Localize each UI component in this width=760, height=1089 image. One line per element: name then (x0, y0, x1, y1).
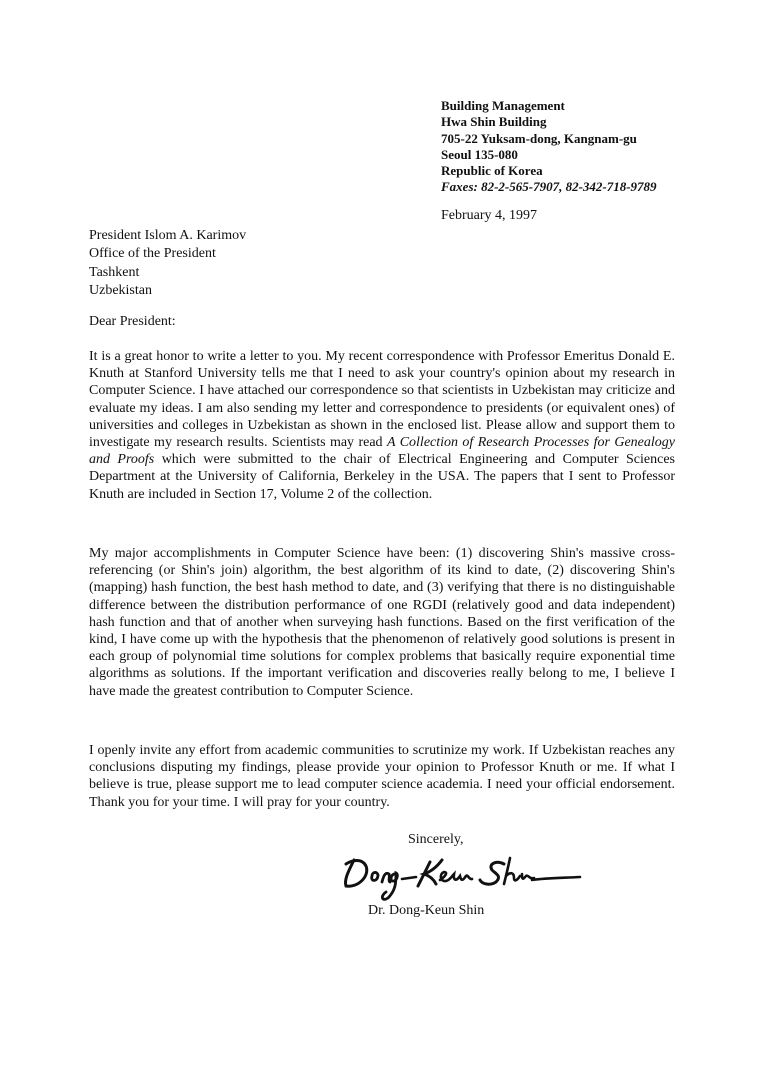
body-paragraph-1 (89, 348, 675, 503)
body-paragraph-3: I openly invite any effort from academic communities to scrutinize my work. If Uzbekistan reaches any conclusions disputing my findings, please provide your opinion to Professor Knuth or me. If what I believe is true, please support me to lead computer science academia. I need your official endorsement. Thank you for your time. I will pray for your country. (89, 743, 675, 810)
sender-line: Seoul 135-080 (441, 146, 518, 162)
sender-line: Building Management (441, 98, 565, 113)
collection-title: A Collection of Research Processes for Genealogy and Proofs (89, 435, 675, 468)
sender-address-block (441, 98, 657, 196)
handwritten-signature (336, 846, 586, 908)
closing: Sincerely, (408, 832, 464, 847)
letter-date: February 4, 1997 (441, 208, 538, 223)
sender-line: Hwa Shin Building (441, 114, 547, 130)
recipient-line: Office of the President (89, 246, 216, 262)
signer-name: Dr. Dong-Keun Shin (368, 903, 485, 918)
sender-line: 705-22 Yuksam-dong, Kangnam-gu (441, 130, 637, 146)
recipient-address-block (89, 227, 246, 300)
paragraph-text: which were submitted to the chair of Electrical Engineering and Computer Sciences Department at the University of California, Berkeley in the USA. The papers that I sent to Professor Knuth are included in Section 17, Volume 2 of the collection. (89, 452, 675, 502)
salutation: Dear President: (89, 314, 176, 329)
paragraph-text: It is a great honor to write a letter to you. My recent correspondence with Professor Emeritus Donald E. Knuth at Stanford University tells me that I need to ask your country's opinion about my research in Computer Science. I have attached our correspondence so that scientists in Uzbekistan may criticize and evaluate my ideas. I am also sending my letter and correspondence to presidents (or equivalent ones) of universities and colleges in Uzbekistan as shown in the enclosed list. Please allow and support them to investigate my research results. Scientists may read (89, 349, 675, 451)
sender-faxes: Faxes: 82-2-565-7907, 82-342-718-9789 (441, 179, 657, 195)
recipient-line: Tashkent (89, 264, 140, 280)
recipient-line: Uzbekistan (89, 282, 152, 298)
body-paragraph-2: My major accomplishments in Computer Science have been: (1) discovering Shin's massive cross-referencing (or Shin's join) algorithm, the best algorithm of its kind to date, (2) discovering Shin's (mapping) hash function, the best hash method to date, and (3) verifying that there is no distinguishable difference between the distribution performance of one RGDI (relatively good and data independent) hash function and that of another when surveying hash functions. Based on the first verification of the kind, I have come up with the hypothesis that the phenomenon of relatively good solutions is present in each group of polynomial time solutions for complex problems that basically require exponential time algorithms as solutions. If the important verification and discoveries really belong to me, I believe I have made the greatest contribution to Computer Science. (89, 546, 675, 699)
recipient-line: President Islom A. Karimov (89, 228, 247, 243)
sender-line: Republic of Korea (441, 163, 543, 179)
